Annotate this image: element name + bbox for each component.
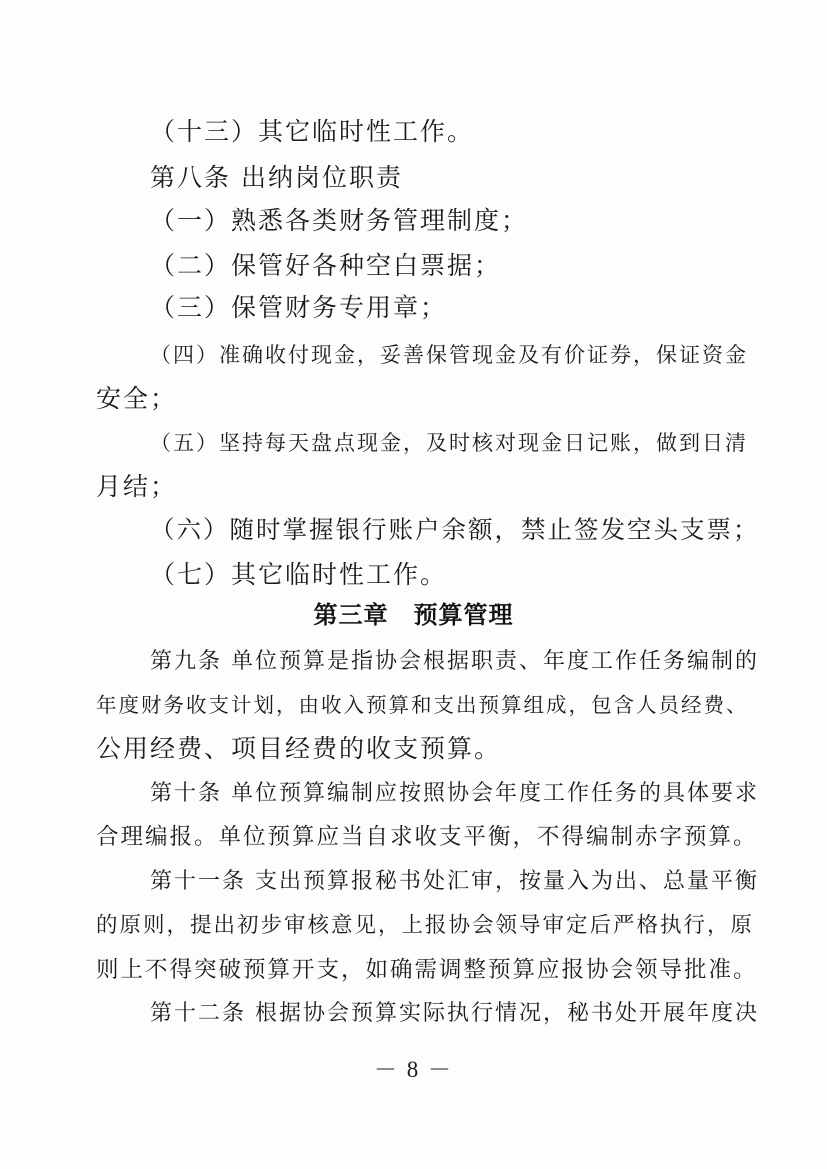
text-line: 第十条 单位预算编制应按照协会年度工作任务的具体要求 — [150, 781, 759, 806]
text-line: 的原则，提出初步审核意见，上报协会领导审定后严格执行，原 — [96, 913, 755, 938]
text-line: 合理编报。单位预算应当自求收支平衡，不得编制赤字预算。 — [96, 824, 758, 850]
text-line: 第九条 单位预算是指协会根据职责、年度工作任务编制的 — [150, 649, 759, 674]
article-heading: 第八条 出纳岗位职责 — [150, 163, 403, 192]
text-line: 第十二条 根据协会预算实际执行情况，秘书处开展年度决 — [150, 1001, 759, 1026]
text-line: （二）保管好各种空白票据； — [150, 251, 502, 280]
text-line: 年度财务收支计划，由收入预算和支出预算组成，包含人员经费、 — [96, 693, 749, 717]
text-line: 月结； — [96, 472, 178, 501]
text-line: （一）熟悉各类财务管理制度； — [150, 206, 529, 235]
text-line: 第十一条 支出预算报秘书处汇审，按量入为出、总量平衡 — [150, 869, 759, 894]
text-line: （七）其它临时性工作。 — [150, 560, 448, 589]
text-line: （三）保管财务专用章； — [150, 293, 448, 322]
text-line: 安全； — [96, 384, 178, 413]
text-line: （五）坚持每天盘点现金，及时核对现金日记账，做到日清 — [150, 431, 748, 455]
text-line: 公用经费、项目经费的收支预算。 — [96, 734, 502, 763]
text-line: （四）准确收付现金，妥善保管现金及有价证券，保证资金 — [150, 343, 748, 367]
text-line: （十三）其它临时性工作。 — [150, 117, 475, 146]
text-line: （六）随时掌握银行账户余额，禁止签发空头支票； — [150, 515, 760, 544]
chapter-heading: 第三章 预算管理 — [313, 601, 514, 629]
page-number: － 8 － — [374, 1057, 453, 1082]
text-line: 则上不得突破预算开支，如确需调整预算应报协会领导批准。 — [96, 957, 758, 983]
